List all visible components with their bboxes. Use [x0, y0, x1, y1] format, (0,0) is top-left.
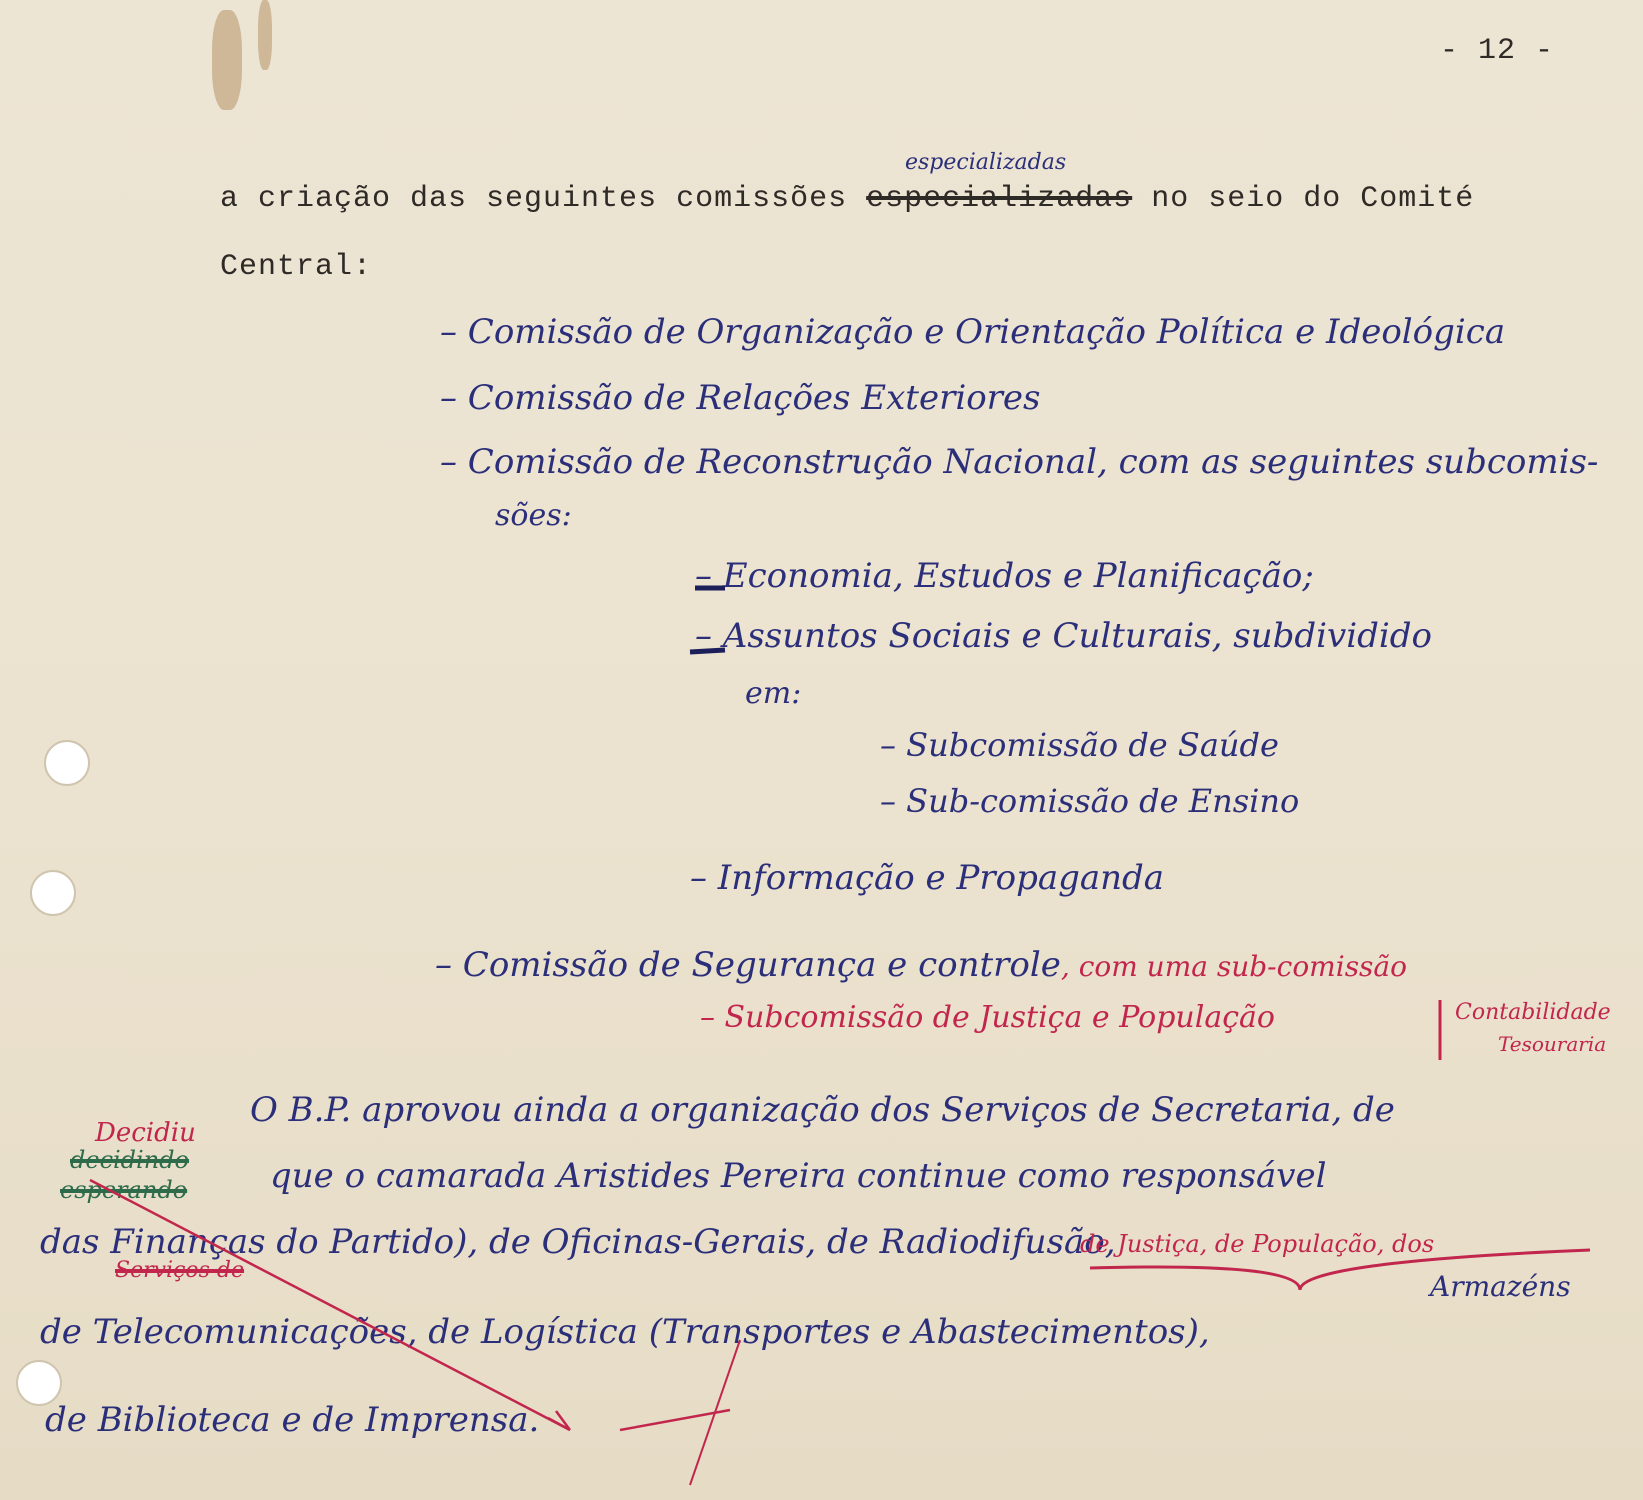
- handwritten-insertion: especializadas: [905, 150, 1067, 175]
- hand-paragraph-line-2: que o camarada Aristides Pereira continue como responsável: [270, 1156, 1327, 1196]
- typed-line-1-start: a criação das seguintes comissões: [220, 182, 848, 216]
- hand-security-sub: – Subcomissão de Justiça e População: [700, 1000, 1275, 1035]
- rust-stain: [258, 0, 272, 70]
- margin-note-decidiu: Decidiu: [95, 1118, 196, 1148]
- punch-hole: [44, 740, 90, 786]
- hand-subitem-1: – Economia, Estudos e Planificação;: [695, 556, 1314, 596]
- margin-note-contabilidade: Contabilidade: [1455, 1000, 1611, 1025]
- line-red: [690, 1340, 740, 1485]
- hand-paragraph-line-4: de Telecomunicações, de Logística (Transportes e Abastecimentos),: [40, 1312, 1210, 1352]
- hand-subitem-2: – Assuntos Sociais e Culturais, subdividido: [695, 616, 1432, 656]
- hand-paragraph-insert: de Justiça, de População, dos: [1080, 1230, 1435, 1258]
- hand-subsubitem-2: – Sub-comissão de Ensino: [880, 782, 1300, 820]
- hand-item-3: – Comissão de Reconstrução Nacional, com as seguintes subcomis-: [440, 442, 1599, 482]
- typed-struck-word: especializadas: [866, 182, 1133, 216]
- margin-note-esperando: esperando: [60, 1176, 188, 1204]
- hand-item-3-cont: sões:: [495, 498, 572, 533]
- hand-paragraph-armazens: Armazéns: [1430, 1270, 1571, 1303]
- arrow-red: [90, 1180, 570, 1430]
- hand-paragraph-line-1: O B.P. aprovou ainda a organização dos Serviços de Secretaria, de: [250, 1090, 1395, 1130]
- hand-paragraph-line-5: de Biblioteca e de Imprensa.: [45, 1400, 540, 1440]
- margin-note-tesouraria: Tesouraria: [1498, 1032, 1607, 1056]
- rust-stain: [212, 10, 242, 110]
- hand-paragraph-line-3-text: das Finanças do Partido), de Oficinas-Gerais, de Radiodifusão,: [40, 1222, 1116, 1262]
- hand-struck-words: Serviços de: [115, 1258, 245, 1283]
- hand-paragraph-line-3: [40, 1222, 1116, 1262]
- hand-subitem-3: – Informação e Propaganda: [690, 858, 1165, 898]
- hand-security-text: – Comissão de Segurança e controle: [435, 945, 1061, 985]
- hand-item-1: – Comissão de Organização e Orientação Política e Ideológica: [440, 312, 1506, 352]
- hand-subsubitem-1: – Subcomissão de Saúde: [880, 726, 1279, 764]
- hand-security: [435, 945, 1407, 985]
- hand-subitem-2-cont: em:: [745, 676, 802, 711]
- hand-security-addition: , com uma sub-comissão: [1060, 950, 1407, 983]
- typed-line-1: [220, 182, 1474, 216]
- arrow-red-2: [620, 1410, 730, 1430]
- arrow-head-red: [548, 1411, 570, 1430]
- typed-line-2: Central:: [220, 250, 373, 284]
- punch-hole: [30, 870, 76, 916]
- hand-item-2: – Comissão de Relações Exteriores: [440, 378, 1041, 418]
- margin-note-decidindo: decidindo: [70, 1146, 189, 1174]
- page-number: - 12 -: [1440, 34, 1555, 68]
- typed-line-1-end: no seio do Comité: [1151, 182, 1475, 216]
